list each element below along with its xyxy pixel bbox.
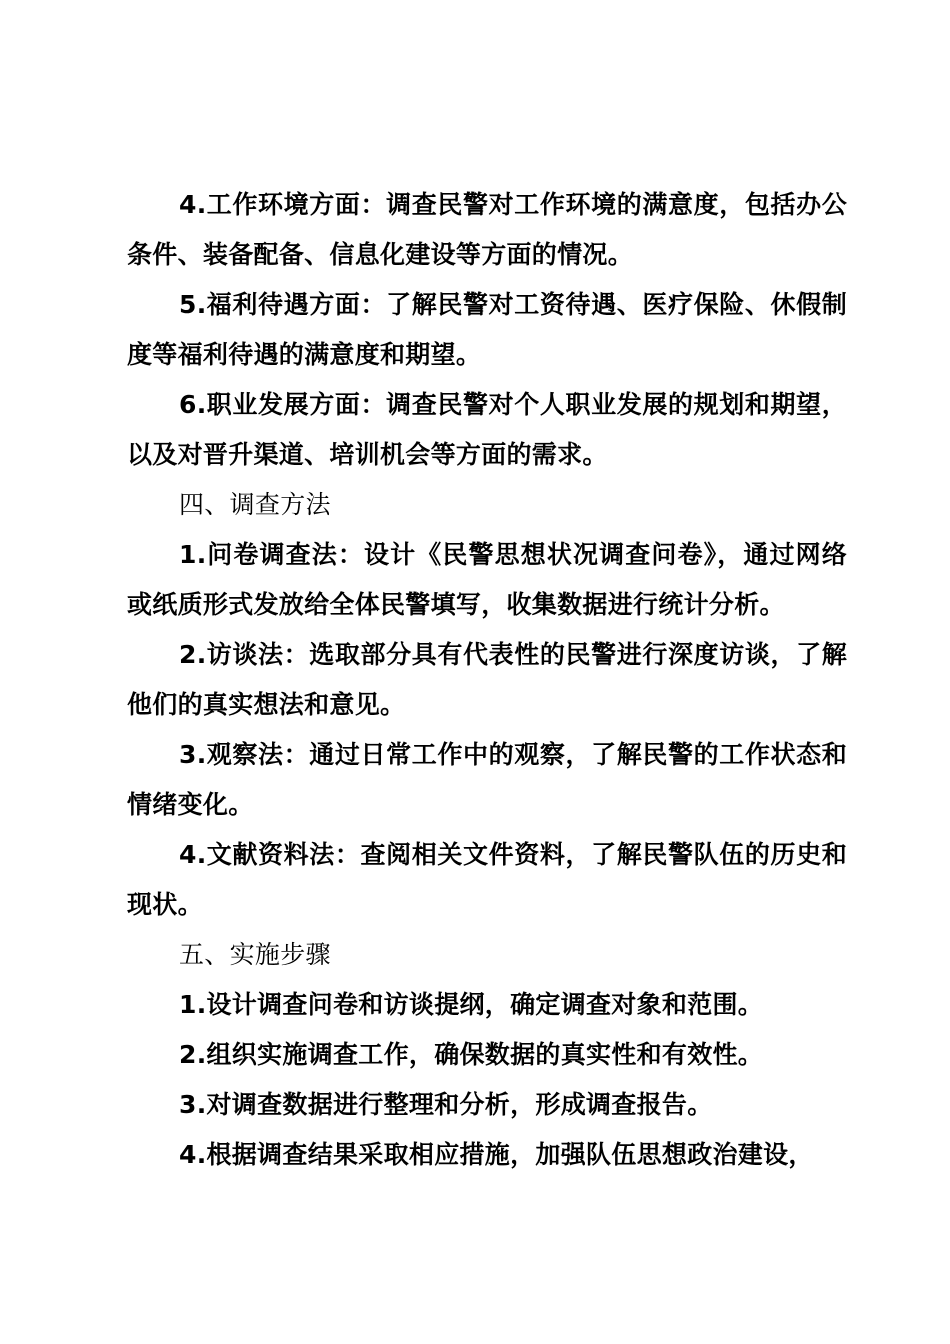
section-heading-methods: 四、调查方法 (179, 490, 331, 519)
section-heading-steps: 五、实施步骤 (179, 940, 331, 969)
paragraph-observation-method: 3.观察法：通过日常工作中的观察，了解民警的工作状态和情绪变化。 (127, 740, 847, 819)
paragraph-literature-method: 4.文献资料法：查阅相关文件资料，了解民警队伍的历史和现状。 (127, 840, 847, 919)
document-body (127, 180, 847, 1180)
paragraph-interview-method: 2.访谈法：选取部分具有代表性的民警进行深度访谈，了解他们的真实想法和意见。 (127, 640, 847, 719)
paragraph-work-environment: 4.工作环境方面：调查民警对工作环境的满意度，包括办公条件、装备配备、信息化建设等方面的情况。 (127, 190, 847, 269)
paragraph-career-development: 6.职业发展方面：调查民警对个人职业发展的规划和期望，以及对晋升渠道、培训机会等方面的需求。 (127, 390, 847, 469)
paragraph-questionnaire-method: 1.问卷调查法：设计《民警思想状况调查问卷》，通过网络或纸质形式发放给全体民警填写，收集数据进行统计分析。 (127, 540, 847, 619)
paragraph-welfare: 5.福利待遇方面：了解民警对工资待遇、医疗保险、休假制度等福利待遇的满意度和期望。 (127, 290, 847, 369)
paragraph-step-4: 4.根据调查结果采取相应措施，加强队伍思想政治建设， (179, 1140, 814, 1169)
paragraph-step-1: 1.设计调查问卷和访谈提纲，确定调查对象和范围。 (179, 990, 764, 1019)
paragraph-step-2: 2.组织实施调查工作，确保数据的真实性和有效性。 (179, 1040, 764, 1069)
paragraph-step-3: 3.对调查数据进行整理和分析，形成调查报告。 (179, 1090, 713, 1119)
